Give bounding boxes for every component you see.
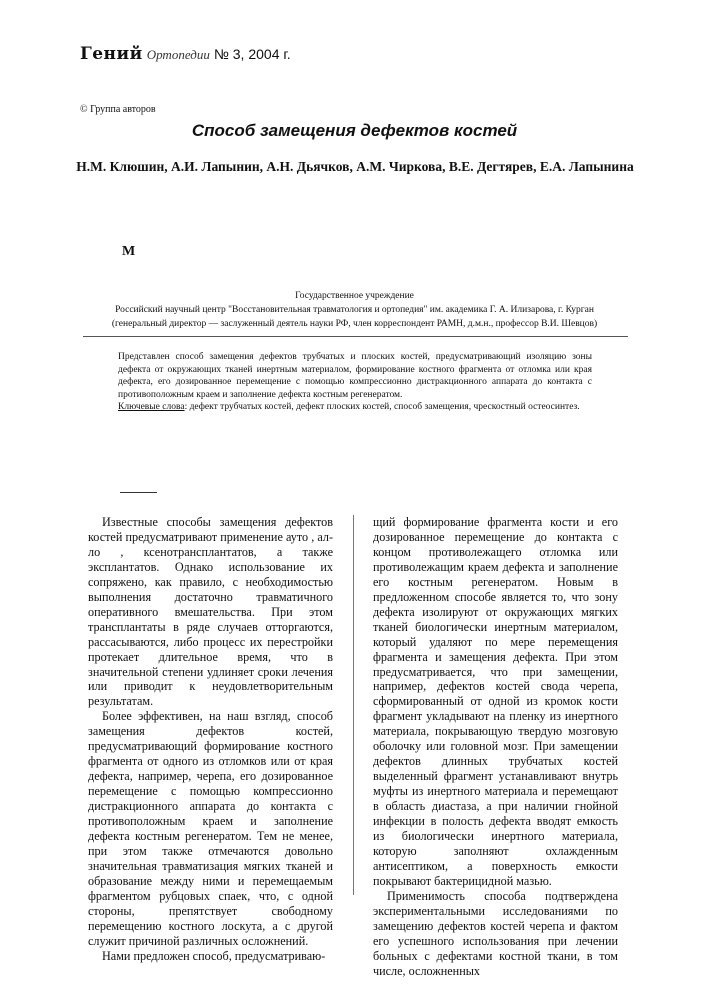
paragraph: Нами предложен способ, предусматриваю- bbox=[102, 948, 326, 963]
abstract bbox=[118, 351, 592, 414]
copyright-notice: © Группа авторов bbox=[80, 104, 156, 115]
journal-logo: Гений bbox=[80, 44, 143, 64]
body-column-left bbox=[88, 515, 333, 964]
journal-header bbox=[80, 44, 291, 64]
issue-number: № 3, 2004 г. bbox=[213, 46, 291, 62]
affiliation-line-1: Государственное учреждение bbox=[295, 291, 414, 301]
paragraph: щий формирование фрагмента кости и его дозированное перемещение до контакта с концом противолежащего отломка или противолежащим краем дефекта и заполнение его костным регенератом. Новым в предложенном способе является то, что зону дефекта изолируют от окружающих мягких тканей биологически инертным материалом, который удаляют по мере перемещения фрагмента и замещения дефекта. При этом предусматривается, что при замещении, например, дефектов костей свода черепа, сформированный от одной из кромок кости фрагмент укладывают на пленку из инертного материала, покрывающую твердую мозговую оболочку или головной мозг. При замещении дефектов длинных трубчатых костей выделенный фрагмент устанавливают внутрь муфты из инертного материала и перемещают в область диастаза, а при наличии гнойной инфекции в полость дефекта вводят емкость из биологически инертного материала, которую заполняют охлажденным антисептиком, а поверхность емкости покрывают бактерицидной мазью. bbox=[373, 515, 618, 888]
body-column-right bbox=[373, 515, 618, 979]
author-list: Н.М. Клюшин, А.И. Лапынин, А.Н. Дьячков, А.М. Чиркова, В.Е. Дегтярев, Е.А. Лапынина bbox=[76, 159, 634, 174]
article-title: Способ замещения дефектов костей bbox=[191, 121, 518, 140]
initial-letter: M bbox=[122, 244, 136, 259]
paragraph: Более эффективен, на наш взгляд, способ замещения дефектов костей, предусматривающий формирование костного фрагмента от одного из отломков или от края дефекта, например, черепа, его дозированное перемещение с помощью компрессионно дистракционного аппарата до контакта с противоположным краем и заполнение дефекта костным регенератом. Тем не менее, при этом также отмечаются довольно значительная травматизация мягких тканей и образование между ними и перемещаемым фрагментом рубцовых спаек, что, с одной стороны, препятствует свободному перемещению костного лоскута, а с другой служит причиной различных осложнений. bbox=[88, 709, 333, 948]
affiliation-line-2: Российский научный центр "Восстановительная травматология и ортопедия" им. академика Г. А. Илизарова, г. Курган bbox=[115, 305, 594, 315]
keywords-label: Ключевые слова bbox=[118, 402, 185, 412]
column-divider bbox=[353, 515, 354, 895]
paragraph: Применимость способа подтверждена экспериментальными исследованиями по замещению дефектов костей черепа и фактом его успешного использования при лечении больных с дефектами костной ткани, в том числе, осложненных bbox=[373, 888, 618, 978]
affiliation-line-3: (генеральный директор — заслуженный деятель науки РФ, член корреспондент РАМН, д.м.н., профессор В.И. Шевцов) bbox=[111, 319, 598, 329]
paragraph: Известные способы замещения дефектов костей предусматривают применение ауто , ал-ло , ксенотрансплантатов, а также эксплантатов. Однако использование их сопряжено, как правило, с необходимостью выполнения достаточно травматичного оперативного вмешательства. При этом трансплантаты в ряде случаев отторгаются, рассасываются, либо процесс их перестройки протекает длительное время, что в значительной степени удлиняет сроки лечения или приводит к неудовлетворительным результатам. bbox=[88, 515, 333, 709]
keywords bbox=[118, 401, 592, 414]
keywords-text: : дефект трубчатых костей, дефект плоских костей, способ замещения, чрескостный остеосинтез. bbox=[184, 402, 580, 412]
affiliation bbox=[80, 289, 629, 331]
footnote-rule bbox=[120, 492, 157, 493]
abstract-text: Представлен способ замещения дефектов трубчатых и плоских костей, предусматривающий изоляцию зоны дефекта от окружающих тканей инертным материалом, формирование костного фрагмента от отломка или края дефекта, его дозированное перемещение с помощью компрессионно дистракционного аппарата до контакта с противоположным краем и заполнение дефекта костным регенератом. bbox=[118, 352, 592, 400]
journal-name: Ортопедии bbox=[146, 47, 210, 62]
section-divider bbox=[83, 336, 628, 337]
